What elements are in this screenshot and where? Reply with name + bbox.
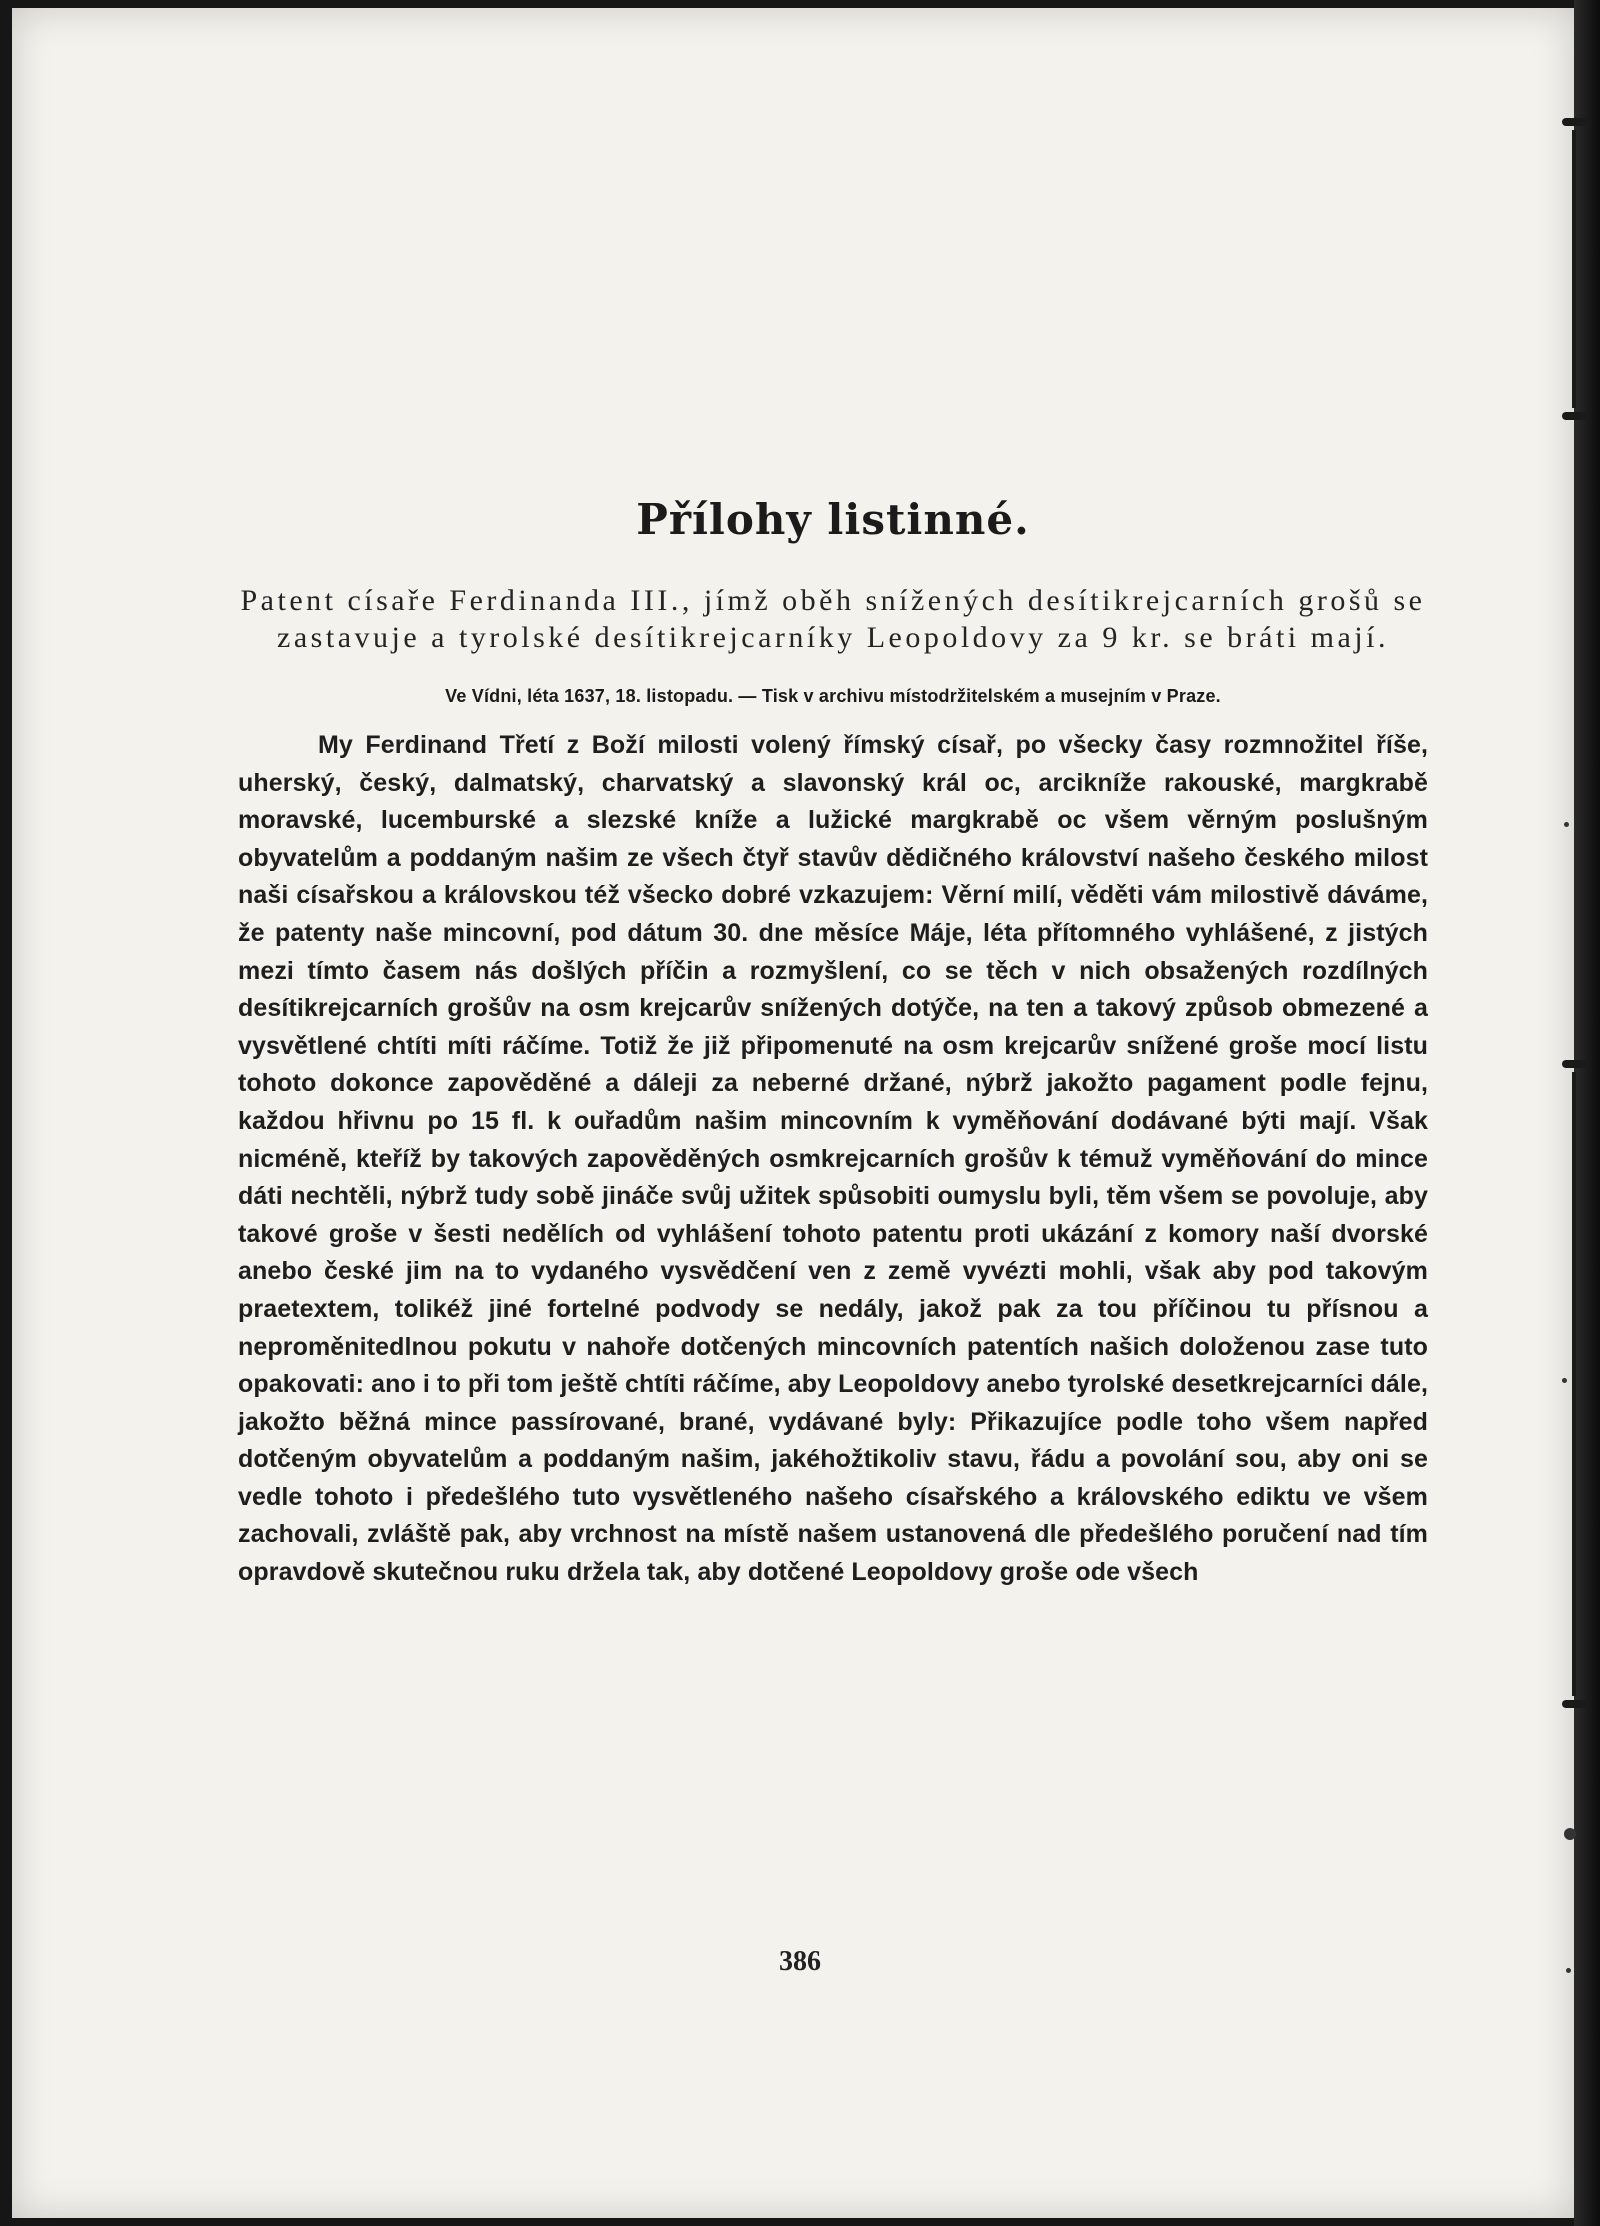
document-source: Ve Vídni, léta 1637, 18. listopadu. — Tisk v archivu místodržitelském a musejním v Praze. [445, 686, 1221, 706]
page-heading: Přílohy listinné. [636, 495, 1030, 544]
margin-dot [1562, 1378, 1567, 1383]
page-number: 386 [779, 1946, 821, 1977]
margin-dot [1564, 822, 1569, 827]
body-paragraph: My Ferdinand Třetí z Boží milosti volený římský císař, po všecky časy rozmnožitel říše, uherský, český, dalmatský, charvatský a slavonský král oc, arcikníže rakouské, margkrabě moravské, lucemburské a slezské kníže a lužické margkrabě oc všem věrným poslušným obyvatelům a poddaným našim ze všech čtyř stavův dědičného království našeho českého milost naši císařskou a královskou též všecko dobré vzkazujem: Věrní milí, věděti vám milostivě dáváme, že patenty naše mincovní, pod dátum 30. dne měsíce Máje, léta přítomného vyhlášené, z jistých mezi tímto časem nás došlých příčin a rozmyšlení, co se těch v nich obsažených rozdílných desítikrejcarních grošův na osm krejcarův snížených dotýče, na ten a takový způsob obmezené a vysvětlené chtíti míti ráčíme. Totiž že již připomenuté na osm krejcarův snížené groše mocí listu tohoto dokonce zapověděné a dáleji za neberné držané, nýbrž jakožto pagament podle fejnu, každou hřivnu po 15 fl. k ouřadům našim mincovním k vyměňování dodávané býti mají. Však nicméně, kteříž by takových zapověděných osmkrejcarních grošův k témuž vyměňování do mince dáti nechtěli, nýbrž tudy sobě jináče svůj užitek spůsobiti oumyslu byli, těm všem se povoluje, aby takové groše v šesti nedělích od vyhlášení tohoto patentu proti ukázání z komory naší dvorské anebo české jim na to vydaného vysvědčení ven z země vyvézti mohli, však aby pod takovým praetextem, tolikéž jiné fortelné podvody se nedály, jakož pak za tou příčinou tu přísnou a neproměnitedlnou pokutu v nahoře dotčených mincovních patentích našich doloženou zase tuto opakovati: ano i to při tom ještě chtíti ráčíme, aby Leopoldovy anebo tyrolské desetkrejcarníci dále, jakožto běžná mince passírované, brané, vydávané byly: Přikazujíce podle toho všem napřed dotčeným obyvatelům a poddaným našim, jakéhožtikoliv stavu, řádu a povolání sou, aby oni se vedle tohoto i předešlého tuto vysvětleného našeho císařského a královského ediktu ve všem zachovali, zvláště pak, aby vrchnost na místě našem ustanovená dle předešlého poručení nad tím opravdově skutečnou ruku držela tak, aby dotčené Leopoldovy groše ode všech [238, 731, 1428, 1587]
document-title: Patent císaře Ferdinanda III., jímž oběh snížených desítikrejcarních grošů se zastavuje a tyrolské desítikrejcarníky Leopoldovy za 9 kr. se bráti mají. [240, 584, 1426, 654]
margin-bracket-bottom [1556, 1060, 1596, 1708]
document-content [238, 495, 1428, 1592]
margin-bracket-top [1556, 118, 1596, 420]
margin-dot [1564, 1828, 1576, 1840]
